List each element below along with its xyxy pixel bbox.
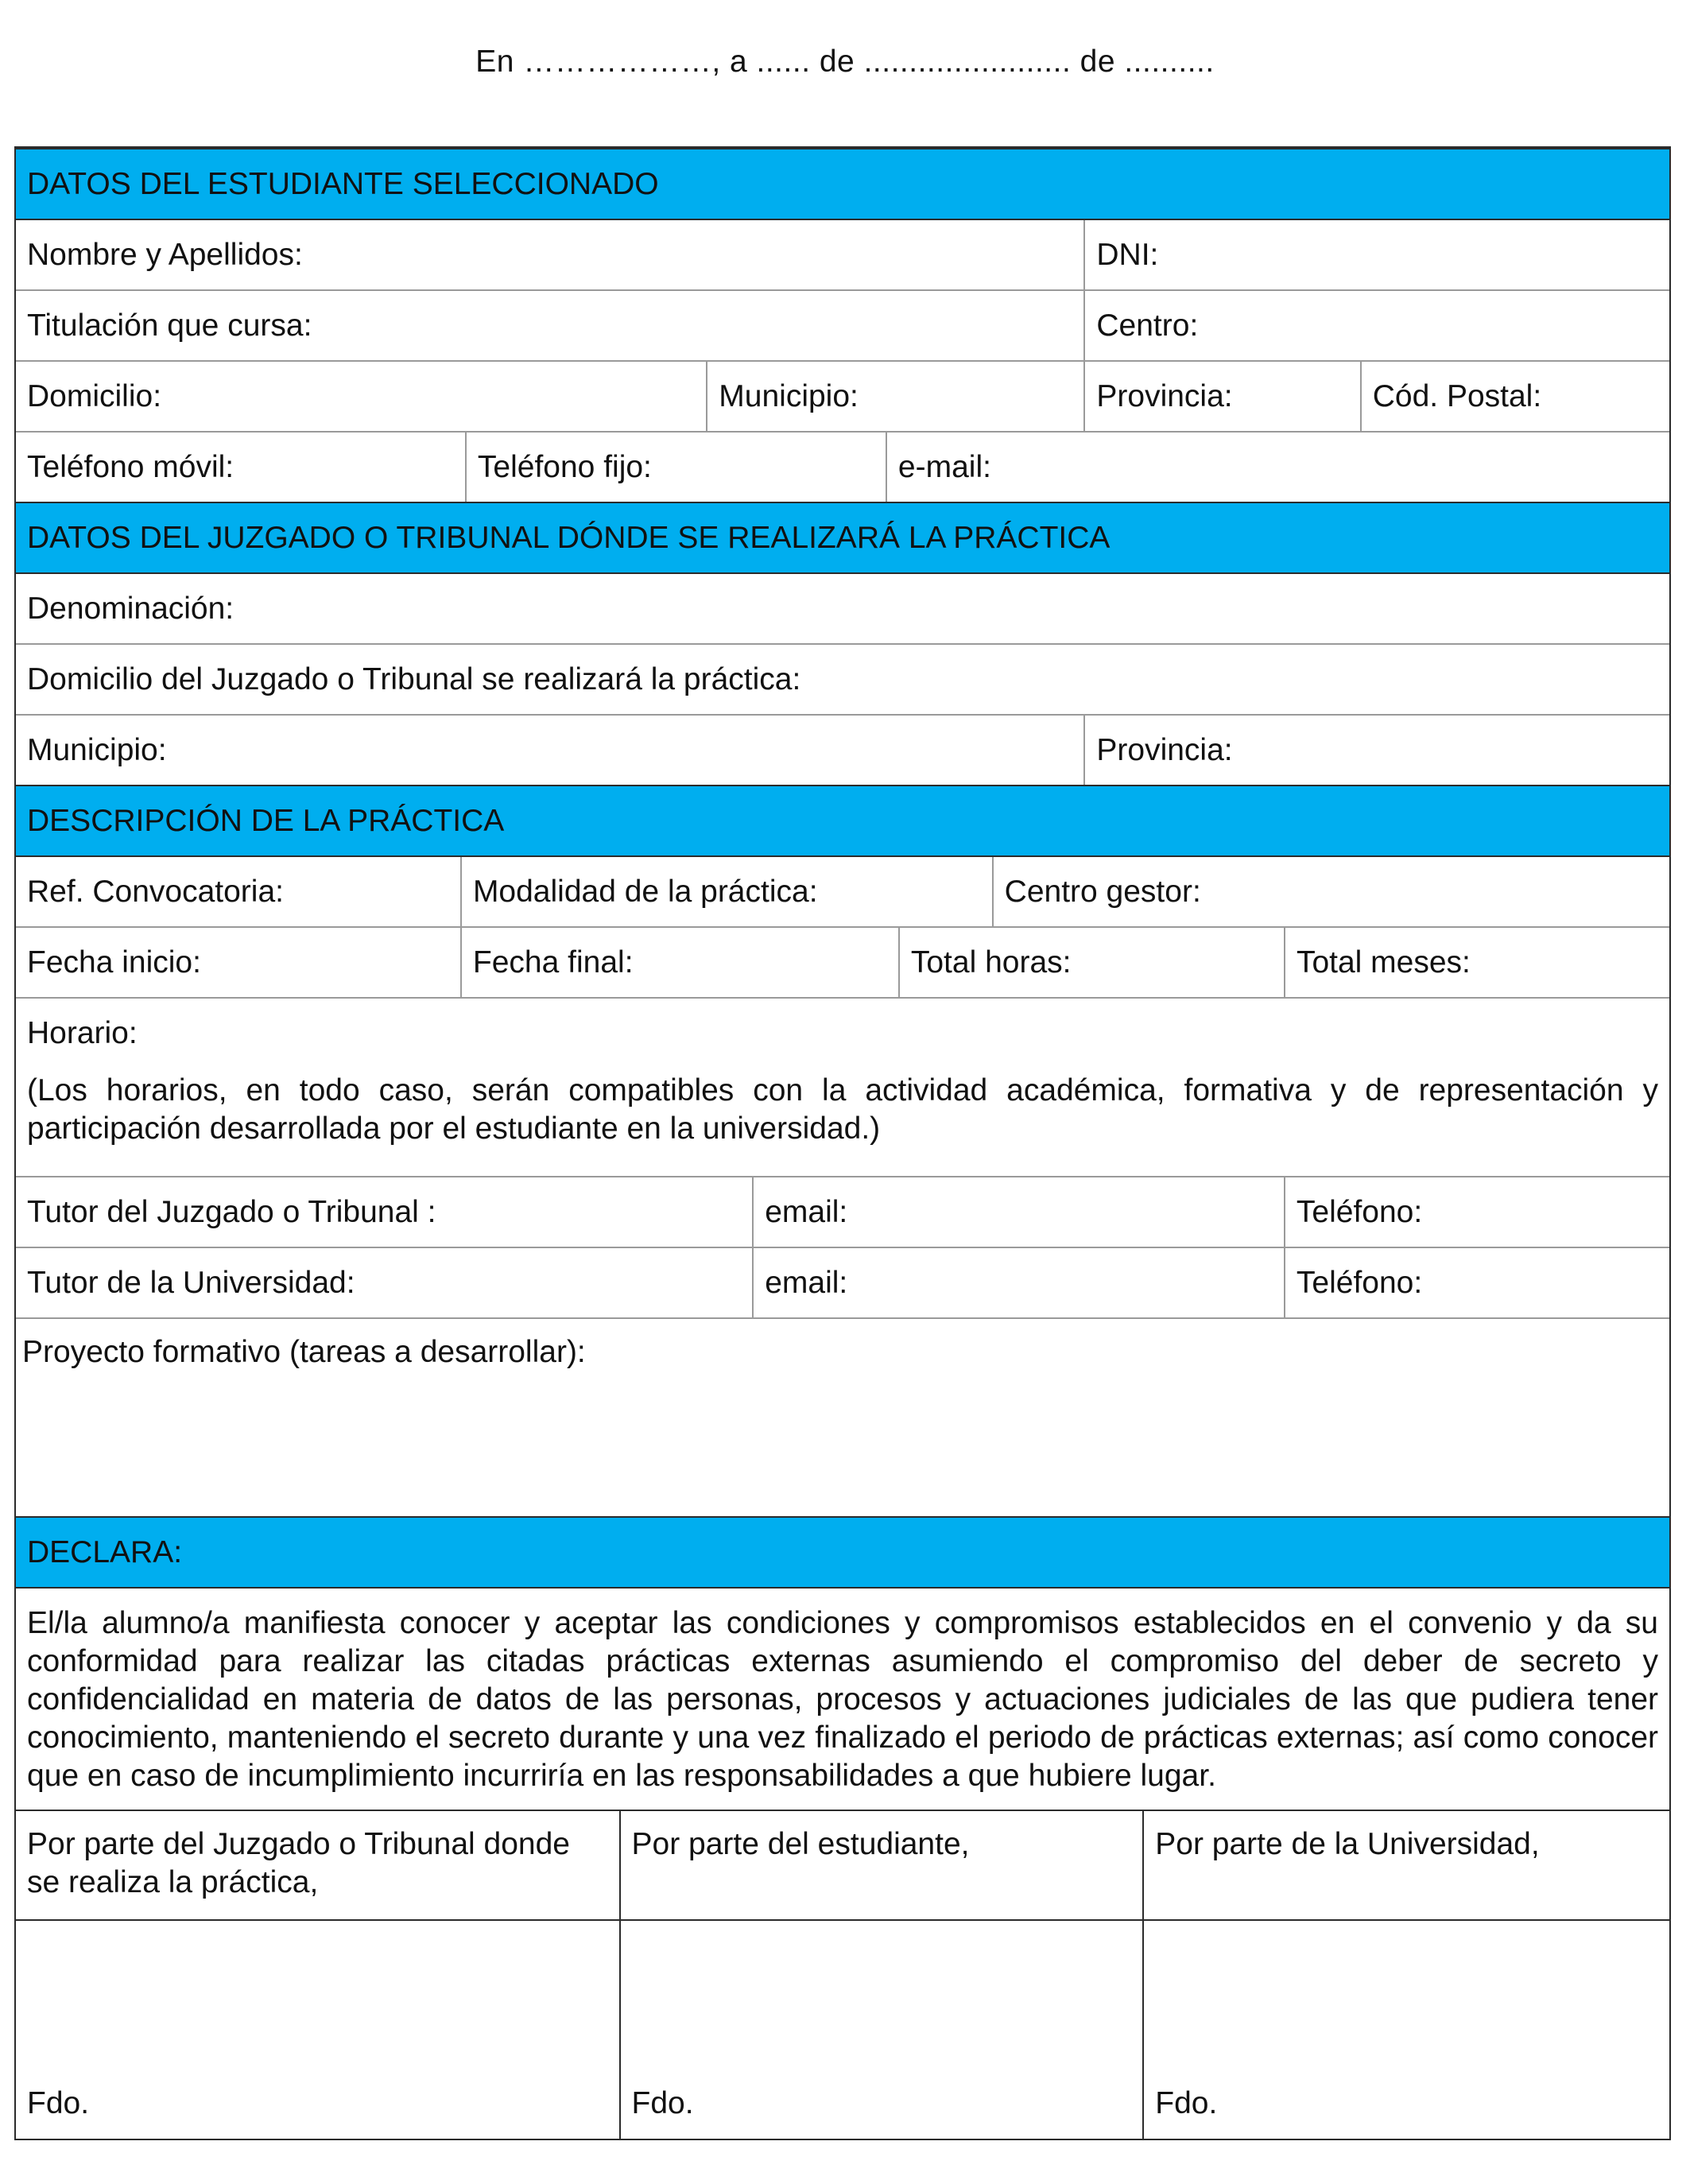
horario-label: Horario: [27, 1016, 138, 1050]
nombre-field[interactable]: Nombre y Apellidos: [27, 237, 303, 272]
section-title: DATOS DEL JUZGADO O TRIBUNAL DÓNDE SE REALIZARÁ LA PRÁCTICA [27, 520, 1111, 555]
signature-university-label: Por parte de la Universidad, [1142, 1811, 1669, 1919]
signature-headings-row [16, 1810, 1669, 1919]
total-horas-field[interactable]: Total horas: [898, 928, 1284, 997]
section-header-student [16, 148, 1669, 219]
fecha-inicio-field[interactable]: Fecha inicio: [27, 945, 201, 980]
signature-court-box[interactable]: Fdo. [27, 2086, 90, 2120]
form-row [16, 1176, 1669, 1247]
tutor-universidad-field[interactable]: Tutor de la Universidad: [27, 1265, 355, 1300]
dni-field[interactable]: DNI: [1083, 220, 1669, 289]
section-header-practice [16, 785, 1669, 855]
declara-text: El/la alumno/a manifiesta conocer y aceptar las condiciones y compromisos establecidos en el convenio y da su conformidad para realizar las citadas prácticas externas asumiendo el compromiso del deber de secreto y confidencialidad en materia de datos de las personas, procesos y actuaciones judiciales de las que pudiera tener conocimiento, manteniendo el secreto durante y una vez finalizado el periodo de prácticas externas; así como conocer que en caso de incumplimiento incurriría en las responsabilidades a que hubiere lugar. [27, 1606, 1658, 1793]
signature-court-label: Por parte del Juzgado o Tribunal donde se realiza la práctica, [27, 1827, 570, 1899]
titulacion-field[interactable]: Titulación que cursa: [27, 308, 312, 343]
practice-form [14, 146, 1671, 2140]
email-field[interactable]: e-mail: [886, 433, 1669, 502]
form-row [16, 289, 1669, 360]
signature-university-box[interactable]: Fdo. [1142, 1921, 1669, 2139]
proyecto-formativo-label: Proyecto formativo (tareas a desarrollar): [22, 1335, 586, 1369]
ref-convocatoria-field[interactable]: Ref. Convocatoria: [27, 874, 284, 909]
provincia-juzgado-field[interactable]: Provincia: [1083, 716, 1669, 785]
tutor-universidad-telefono-field[interactable]: Teléfono: [1284, 1248, 1669, 1317]
section-title: DESCRIPCIÓN DE LA PRÁCTICA [27, 803, 505, 838]
municipio-field[interactable]: Municipio: [706, 362, 1083, 431]
domicilio-field[interactable]: Domicilio: [27, 378, 162, 413]
tutor-juzgado-field[interactable]: Tutor del Juzgado o Tribunal : [27, 1194, 436, 1229]
domicilio-juzgado-field[interactable]: Domicilio del Juzgado o Tribunal se realizará la práctica: [27, 661, 801, 696]
tutor-juzgado-email-field[interactable]: email: [752, 1177, 1284, 1247]
section-title: DECLARA: [27, 1534, 183, 1569]
form-row [16, 926, 1669, 997]
tutor-juzgado-telefono-field[interactable]: Teléfono: [1284, 1177, 1669, 1247]
proyecto-formativo-block[interactable] [16, 1317, 1669, 1516]
horario-block[interactable] [16, 997, 1669, 1176]
horario-note: (Los horarios, en todo caso, serán compatibles con la actividad académica, formativa y de representación y participación desarrollada por el estudiante en la universidad.) [27, 1073, 1658, 1146]
telefono-movil-field[interactable]: Teléfono móvil: [27, 449, 235, 484]
form-row [16, 1247, 1669, 1317]
form-row [16, 643, 1669, 714]
signature-student-label: Por parte del estudiante, [619, 1811, 1143, 1919]
cod-postal-field[interactable]: Cód. Postal: [1360, 362, 1669, 431]
form-row [16, 572, 1669, 643]
denominacion-field[interactable]: Denominación: [27, 591, 235, 626]
declara-block [16, 1587, 1669, 1810]
section-header-court [16, 502, 1669, 572]
signature-student-box[interactable]: Fdo. [619, 1921, 1143, 2139]
section-title: DATOS DEL ESTUDIANTE SELECCIONADO [27, 166, 659, 201]
modalidad-field[interactable]: Modalidad de la práctica: [460, 857, 992, 926]
form-row [16, 219, 1669, 289]
form-row [16, 855, 1669, 926]
fecha-final-field[interactable]: Fecha final: [460, 928, 898, 997]
total-meses-field[interactable]: Total meses: [1284, 928, 1669, 997]
centro-gestor-field[interactable]: Centro gestor: [992, 857, 1669, 926]
municipio-juzgado-field[interactable]: Municipio: [27, 732, 167, 767]
signature-boxes-row [16, 1919, 1669, 2139]
telefono-fijo-field[interactable]: Teléfono fijo: [465, 433, 886, 502]
form-row [16, 714, 1669, 785]
form-row [16, 360, 1669, 431]
tutor-universidad-email-field[interactable]: email: [752, 1248, 1284, 1317]
centro-field[interactable]: Centro: [1083, 291, 1669, 360]
section-header-declara [16, 1516, 1669, 1587]
provincia-field[interactable]: Provincia: [1083, 362, 1359, 431]
form-row [16, 431, 1669, 502]
place-date-line: En ………………, a ...... de ....................... de .......... [475, 45, 1215, 79]
